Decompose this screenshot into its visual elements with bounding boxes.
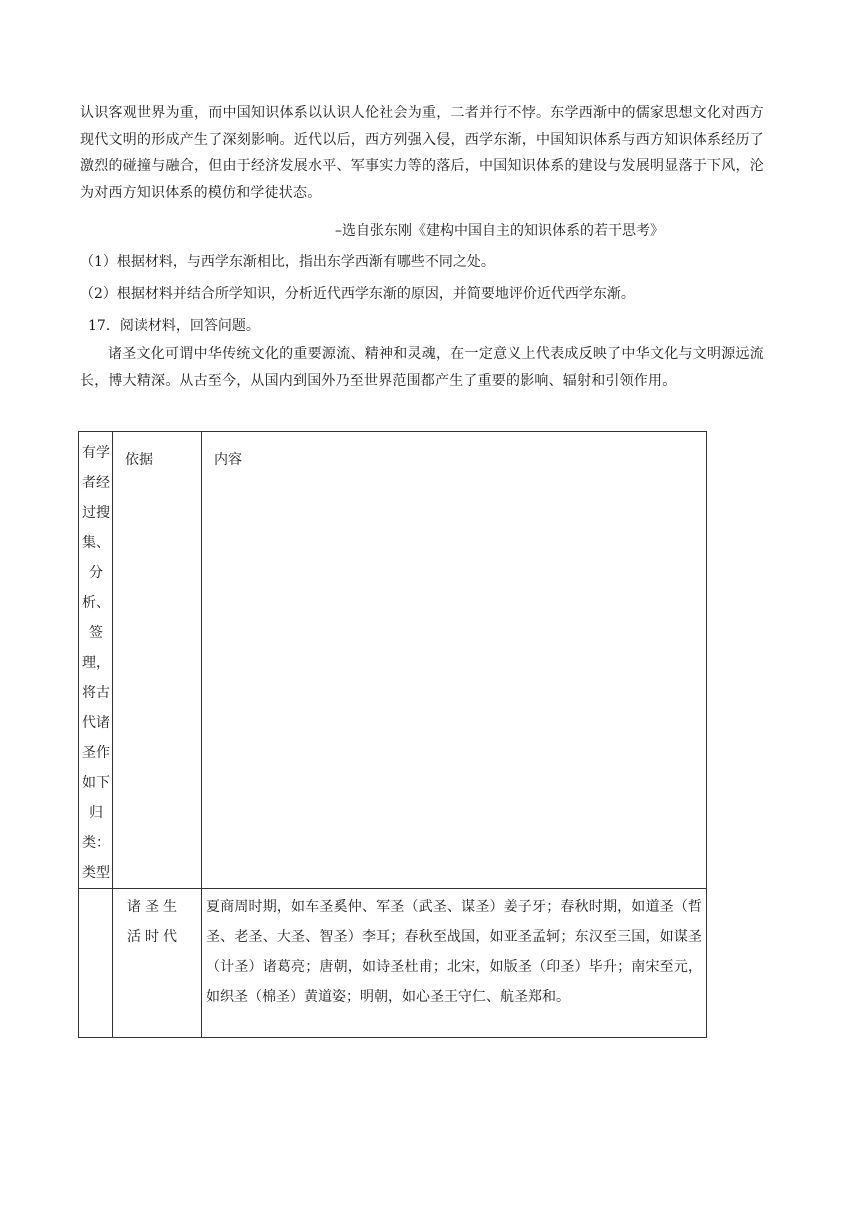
table-empty-cell [79,889,113,1038]
table-era-content-cell [202,889,707,1038]
question-1: （1）根据材料，与西学东渐相比，指出东学西渐有哪些不同之处。 [80,254,495,270]
question-17-title: 17．阅读材料，回答问题。 [88,318,260,334]
material-paragraph: 认识客观世界为重，而中国知识体系以认识人伦社会为重，二者并行不悖。东学西渐中的儒家思想文化对西方现代文明的形成产生了深刻影响。近代以后，西方列强入侵，西学东渐，中国知识体系与西方知识体系经历了激烈的碰撞与融合，但由于经济发展水平、军事实力等的落后，中国知识体系的建设与发展明显落于下风，沦为对西方知识体系的模仿和学徒状态。 [80,105,764,201]
table-era-label: 诸圣生活时代 [127,899,181,945]
source-citation: –选自张东刚《建构中国自主的知识体系的若干思考》 [335,223,664,239]
question-2: （2）根据材料并结合所学知识，分析近代西学东渐的原因，并简要地评价近代西学东渐。 [80,286,635,302]
table-header-basis: 依据 [125,452,153,468]
question-17-material: 诸圣文化可谓中华传统文化的重要源流、精神和灵魂，在一定意义上代表成反映了中华文化与文明源远流长，博大精深。从古至今，从国内到国外乃至世界范围都产生了重要的影响、辐射和引领作用。 [80,346,764,389]
table-side-cell [79,432,113,889]
table-header-content-cell [202,432,707,889]
table-row-era [79,889,707,1038]
table-era-content: 夏商周时期，如车圣奚仲、军圣（武圣、谋圣）姜子牙；春秋时期，如道圣（哲圣、老圣、大圣、智圣）李耳；春秋至战国，如亚圣孟轲；东汉至三国，如谋圣（计圣）诸葛亮；唐朝，如诗圣杜甫；北宋，如版圣（印圣）毕升；南宋至元，如织圣（棉圣）黄道姿；明朝，如心圣王守仁、航圣郑和。 [206,899,702,1005]
table-side-text: 有学者经过搜集、分析、签理，将古代诸圣作如下归类：类型 [82,445,110,881]
table-header-content: 内容 [214,452,242,468]
table-era-label-cell [113,889,202,1038]
table-header-basis-cell [113,432,202,889]
sages-classification-table [78,431,707,1038]
table-row-header [79,432,707,889]
